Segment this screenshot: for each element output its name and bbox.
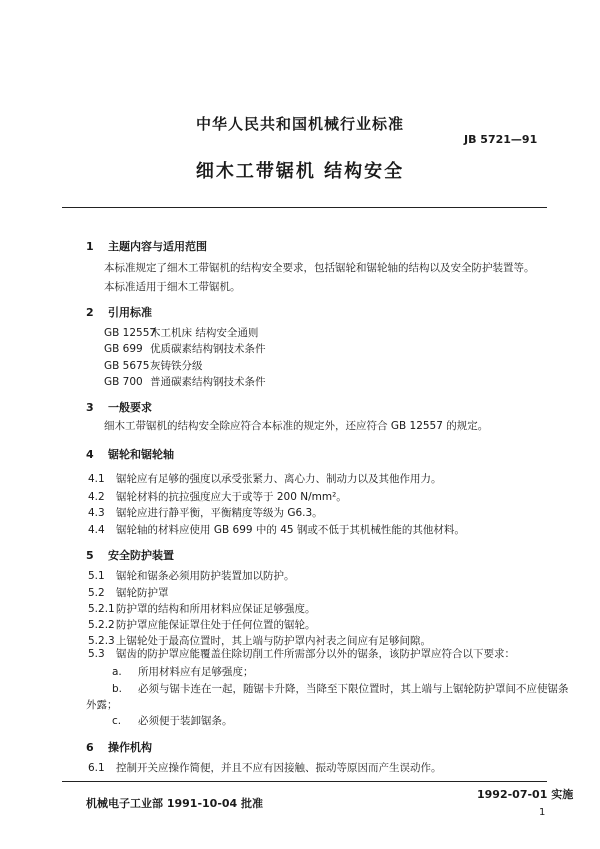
clause-item: 5.2 锯轮防护罩 [88, 587, 169, 599]
reference-item: GB 5675灰铸铁分级 [104, 360, 203, 372]
section-heading-1: 1 主题内容与适用范围 [86, 240, 207, 253]
clause-item: 4.2 锯轮材料的抗拉强度应大于或等于 200 N/mm²。 [88, 491, 347, 503]
section-heading-3: 3 一般要求 [86, 401, 152, 414]
footer-divider [62, 781, 547, 782]
page-number: 1 [539, 807, 546, 818]
list-item: a. 所用材料应有足够强度； [112, 666, 254, 678]
clause-item: 5.2.2防护罩应能保证罩住处于任何位置的锯轮。 [88, 619, 316, 631]
reference-item: GB 700 普通碳素结构钢技术条件 [104, 376, 266, 388]
section-heading-4: 4 锯轮和锯轮轴 [86, 448, 174, 461]
clause-item: 4.3 锯轮应进行静平衡，平衡精度等级为 G6.3。 [88, 507, 323, 519]
section-heading-5: 5 安全防护装置 [86, 549, 174, 562]
reference-item: GB 699 优质碳素结构钢技术条件 [104, 343, 266, 355]
header-divider [62, 207, 547, 208]
approval-note: 机械电子工业部 1991-10-04 批准 [86, 797, 264, 810]
reference-item: GB 12557木工机床 结构安全通则 [104, 327, 259, 339]
standard-code: JB 5721—91 [464, 133, 538, 146]
effective-date: 1992-07-01 实施 [477, 788, 574, 801]
section-heading-2: 2 引用标准 [86, 306, 152, 319]
section-1-paragraph: 本标准适用于细木工带锯机。 [104, 281, 241, 293]
clause-item: 5.2.1防护罩的结构和所用材料应保证足够强度。 [88, 603, 316, 615]
clause-item: 5.3 锯齿的防护罩应能覆盖住除切削工件所需部分以外的锯条，该防护罩应符合以下要求： [88, 648, 515, 660]
list-item-continuation: 外露； [86, 699, 118, 711]
list-item: b. 必须与锯卡连在一起，随锯卡升降，当降至下限位置时，其上端与上锯轮防护罩间不应使锯条 [112, 683, 569, 695]
list-item: c. 必须便于装卸锯条。 [112, 715, 233, 727]
clause-item: 4.4 锯轮轴的材料应使用 GB 699 中的 45 钢或不低于其机械性能的其他材料。 [88, 524, 465, 536]
clause-item: 6.1 控制开关应操作简便，并且不应有因接触、振动等原因而产生误动作。 [88, 762, 442, 774]
document-title: 细木工带锯机 结构安全 [195, 161, 405, 182]
clause-item: 5.2.3上锯轮处于最高位置时，其上端与防护罩内衬表之间应有足够间隙。 [88, 635, 431, 647]
section-3-paragraph: 细木工带锯机的结构安全除应符合本标准的规定外，还应符合 GB 12557 的规定。 [104, 420, 489, 432]
clause-item: 4.1 锯轮应有足够的强度以承受张紧力、离心力、制动力以及其他作用力。 [88, 473, 442, 485]
section-1-paragraph: 本标准规定了细木工带锯机的结构安全要求，包括锯轮和锯轮轴的结构以及安全防护装置等。 [104, 262, 535, 274]
standard-title: 中华人民共和国机械行业标准 [195, 115, 404, 133]
section-heading-6: 6 操作机构 [86, 741, 152, 754]
clause-item: 5.1 锯轮和锯条必须用防护装置加以防护。 [88, 570, 295, 582]
